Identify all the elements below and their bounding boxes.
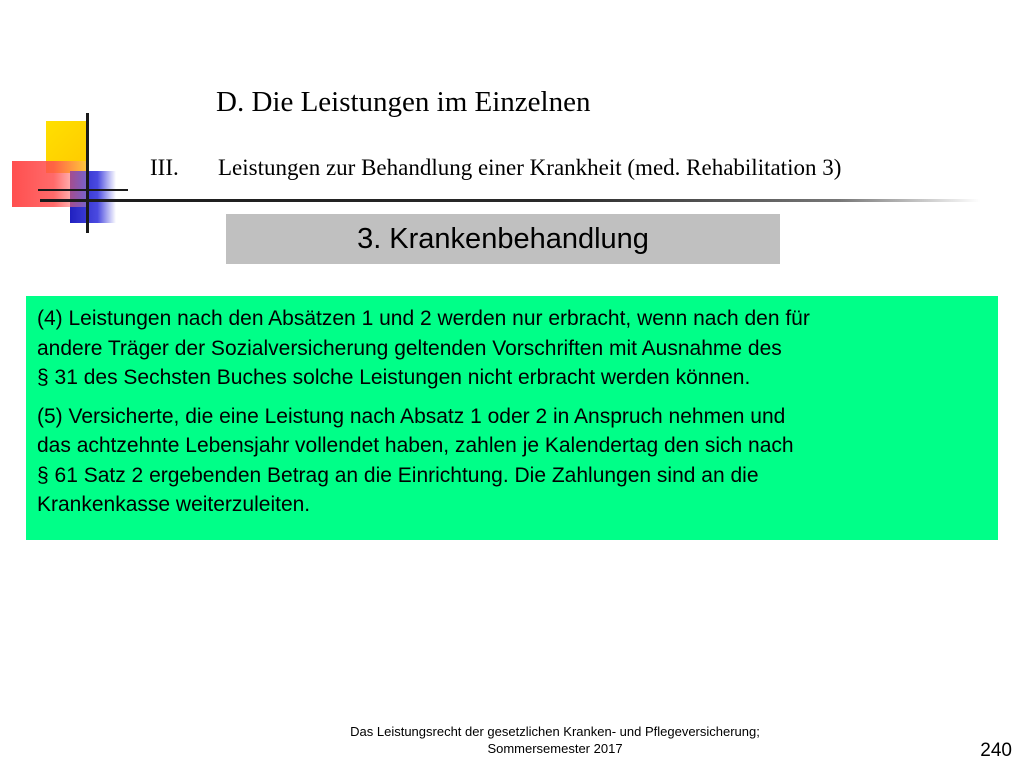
content-box (26, 296, 998, 540)
paragraph-4 (37, 304, 988, 393)
slide-title: D. Die Leistungen im Einzelnen (216, 86, 591, 118)
footer (210, 723, 900, 757)
header-rule (40, 199, 980, 202)
text-line: § 31 des Sechsten Buches solche Leistungen nicht erbracht werden können. (37, 366, 751, 389)
horizontal-line-short (38, 189, 128, 191)
subheading-box (226, 214, 780, 264)
footer-line: Das Leistungsrecht der gesetzlichen Kranken- und Pflegeversicherung; (350, 724, 760, 739)
section-title: Leistungen zur Behandlung einer Krankheit (med. Rehabilitation 3) (218, 155, 842, 180)
paragraph-5 (37, 402, 988, 520)
text-line: § 61 Satz 2 ergebenden Betrag an die Einrichtung. Die Zahlungen sind an die (37, 463, 759, 487)
section-heading (150, 155, 841, 181)
footer-line: Sommersemester 2017 (487, 741, 623, 756)
subheading: 3. Krankenbehandlung (357, 222, 649, 255)
text-line: das achtzehnte Lebensjahr vollendet haben, zahlen je Kalendertag den sich nach (37, 434, 794, 457)
vertical-line (86, 113, 89, 233)
text-line: (5) Versicherte, die eine Leistung nach Absatz 1 oder 2 in Anspruch nehmen und (37, 404, 786, 428)
section-number: III. (150, 155, 179, 180)
text-line: Krankenkasse weiterzuleiten. (37, 493, 311, 516)
page-number: 240 (980, 740, 1012, 761)
text-line: andere Träger der Sozialversicherung geltenden Vorschriften mit Ausnahme des (37, 336, 782, 360)
decorative-graphic (10, 105, 150, 235)
text-line: (4) Leistungen nach den Absätzen 1 und 2 werden nur erbracht, wenn nach den für (37, 307, 810, 330)
